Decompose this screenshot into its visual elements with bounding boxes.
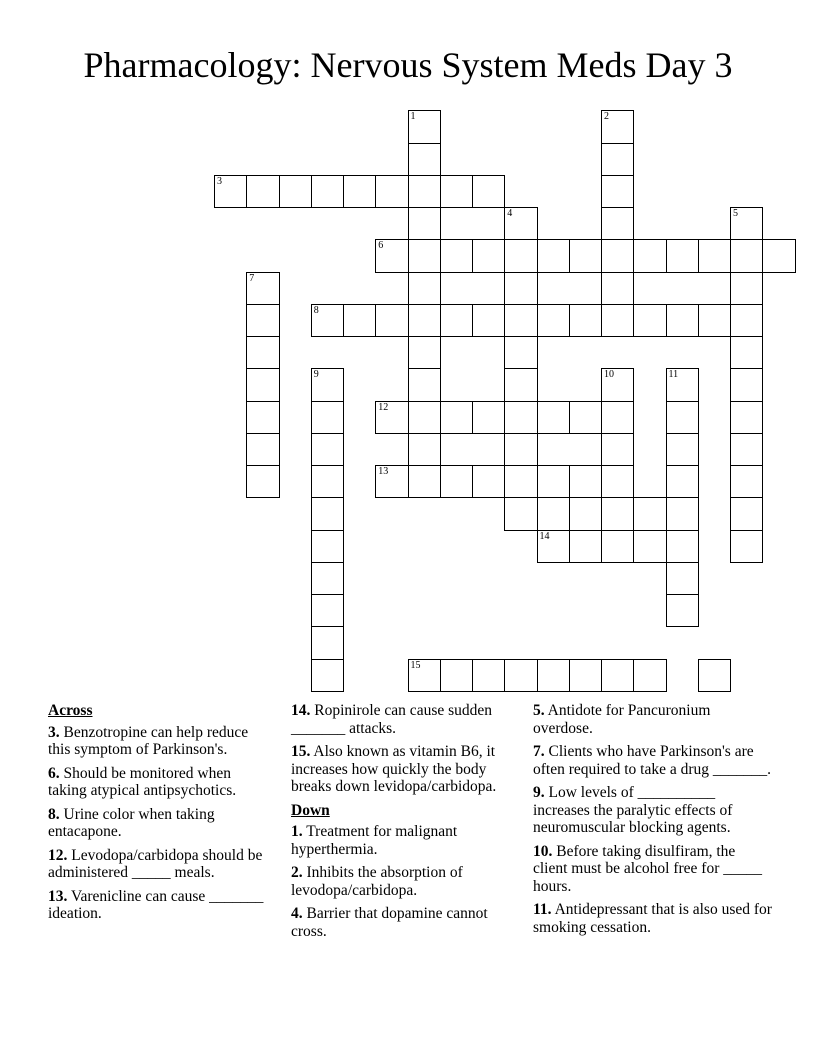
grid-cell[interactable] [666,497,699,530]
grid-cell[interactable] [408,110,441,143]
grid-cell[interactable] [311,433,344,466]
grid-cell[interactable] [311,626,344,659]
clue-number: 1 [410,111,416,123]
grid-cell[interactable] [730,336,763,369]
grid-cell[interactable] [311,304,344,337]
grid-cell[interactable] [408,207,441,240]
down-clue-2: 2. Inhibits the absorption of levodopa/carbidopa. [291,864,463,899]
grid-cell[interactable] [246,465,279,498]
grid-cell[interactable] [472,304,505,337]
clue-number: 4 [507,208,513,219]
grid-cell[interactable] [569,659,602,692]
down-clue-10: 10. Before taking disulfiram, the client must be alcohol free for _____ hours. [533,842,762,895]
grid-cell[interactable] [408,433,441,466]
grid-cell[interactable] [246,401,279,434]
grid-cell[interactable] [472,401,505,434]
grid-cell[interactable] [440,401,473,434]
grid-cell[interactable] [633,530,666,563]
clue-number: 2 [604,111,609,123]
grid-cell[interactable] [472,659,505,692]
down-clue-9: 9. Low levels of __________ increases the paralytic effects of neuromuscular blocking agents. [533,784,733,836]
grid-cell[interactable] [504,497,537,530]
grid-cell[interactable] [569,465,602,498]
clue-number: 3 [217,175,222,187]
grid-cell[interactable] [601,110,634,143]
grid-cell[interactable] [408,272,441,305]
grid-cell[interactable] [440,465,473,498]
grid-cell[interactable] [408,175,441,208]
grid-cell[interactable] [214,175,247,208]
grid-cell[interactable] [730,433,763,466]
grid-cell[interactable] [311,368,344,401]
grid-cell[interactable] [537,497,570,530]
grid-cell[interactable] [472,239,505,272]
grid-cell[interactable] [504,659,537,692]
grid-cell[interactable] [311,175,344,208]
grid-cell[interactable] [601,304,634,337]
grid-cell[interactable] [343,175,376,208]
grid-cell[interactable] [472,175,505,208]
grid-cell[interactable] [311,530,344,563]
grid-cell[interactable] [343,304,376,337]
grid-cell[interactable] [569,304,602,337]
across-clue-12: 12. Levodopa/carbidopa should be administered _____ meals. [48,846,263,881]
grid-cell[interactable] [666,239,699,272]
grid-cell[interactable] [504,239,537,272]
across-clue-13: 13. Varenicline can cause _______ ideation. [48,887,264,922]
grid-cell[interactable] [730,530,763,563]
grid-cell[interactable] [601,433,634,466]
grid-cell[interactable] [375,465,408,498]
grid-cell[interactable] [311,562,344,595]
grid-cell[interactable] [601,143,634,176]
down-clue-7: 7. Clients who have Parkinson's are often required to take a drug _______. [533,743,772,778]
down-header: Down [291,801,330,819]
grid-cell[interactable] [569,401,602,434]
grid-cell[interactable] [537,659,570,692]
down-clue-1: 1. Treatment for malignant hyperthermia. [291,823,458,858]
grid-cell[interactable] [408,465,441,498]
grid-cell[interactable] [504,336,537,369]
grid-cell[interactable] [633,659,666,692]
grid-cell[interactable] [504,272,537,305]
grid-cell[interactable] [408,143,441,176]
clues-column-1 [48,702,273,929]
grid-cell[interactable] [408,304,441,337]
grid-cell[interactable] [246,175,279,208]
clue-number: 10 [604,369,614,381]
grid-cell[interactable] [730,304,763,337]
grid-cell[interactable] [698,304,731,337]
grid-cell[interactable] [730,401,763,434]
grid-cell[interactable] [730,465,763,498]
grid-cell[interactable] [472,465,505,498]
down-clue-11: 11. Antidepressant that is also used for smoking cessation. [533,901,772,936]
grid-cell[interactable] [601,497,634,530]
grid-cell[interactable] [279,175,312,208]
grid-cell[interactable] [311,465,344,498]
grid-cell[interactable] [730,368,763,401]
grid-cell[interactable] [246,304,279,337]
grid-cell[interactable] [730,272,763,305]
clue-number: 12 [378,401,389,413]
grid-cell[interactable] [375,304,408,337]
grid-cell[interactable] [440,239,473,272]
grid-cell[interactable] [408,239,441,272]
clues-column-3 [533,702,773,942]
grid-cell[interactable] [504,433,537,466]
clue-number: 5 [733,208,738,219]
grid-cell[interactable] [375,239,408,272]
grid-cell[interactable] [601,659,634,692]
across-header: Across [48,702,93,719]
grid-cell[interactable] [311,594,344,627]
grid-cell[interactable] [440,304,473,337]
clue-number: 7 [249,272,255,284]
grid-cell[interactable] [666,433,699,466]
grid-cell[interactable] [601,465,634,498]
grid-cell[interactable] [569,530,602,563]
grid-cell[interactable] [408,659,441,692]
grid-cell[interactable] [504,368,537,401]
grid-cell[interactable] [633,239,666,272]
grid-cell[interactable] [666,530,699,563]
grid-cell[interactable] [440,659,473,692]
clue-number: 6 [378,240,384,252]
grid-cell[interactable] [633,497,666,530]
grid-cell[interactable] [311,659,344,692]
grid-cell[interactable] [730,497,763,530]
grid-cell[interactable] [408,368,441,401]
down-clue-5: 5. Antidote for Pancuronium overdose. [533,702,711,737]
grid-cell[interactable] [730,239,763,272]
grid-cell[interactable] [601,239,634,272]
grid-cell[interactable] [666,304,699,337]
grid-cell[interactable] [601,272,634,305]
grid-cell[interactable] [537,530,570,563]
grid-cell[interactable] [537,239,570,272]
clue-number: 15 [410,659,421,671]
down-clue-4: 4. Barrier that dopamine cannot cross. [291,905,488,940]
grid-cell[interactable] [698,659,731,692]
grid-cell[interactable] [246,336,279,369]
grid-cell[interactable] [601,401,634,434]
across-clue-8: 8. Urine color when taking entacapone. [48,805,215,840]
grid-cell[interactable] [504,465,537,498]
grid-cell[interactable] [666,465,699,498]
grid-cell[interactable] [504,401,537,434]
grid-cell[interactable] [666,401,699,434]
grid-cell[interactable] [375,401,408,434]
grid-cell[interactable] [666,562,699,595]
across-clue-15: 15. Also known as vitamin B6, it increases how quickly the body breaks down levidopa/carbidopa. [291,743,497,795]
grid-cell[interactable] [375,175,408,208]
grid-cell[interactable] [601,175,634,208]
clues-column-2 [291,702,523,946]
clue-number: 13 [378,466,389,477]
grid-cell[interactable] [633,304,666,337]
grid-cell[interactable] [762,239,795,272]
grid-cell[interactable] [504,207,537,240]
grid-cell[interactable] [246,272,279,305]
grid-cell[interactable] [246,368,279,401]
page-title: Pharmacology: Nervous System Meds Day 3 [83,45,733,85]
grid-cell[interactable] [408,401,441,434]
grid-cell[interactable] [408,336,441,369]
across-clue-14: 14. Ropinirole can cause sudden _______ attacks. [291,702,493,737]
grid-cell[interactable] [311,497,344,530]
grid-cell[interactable] [504,304,537,337]
clue-number: 9 [313,369,319,381]
grid-cell[interactable] [666,594,699,627]
grid-cell[interactable] [440,175,473,208]
grid-cell[interactable] [698,239,731,272]
grid-cell[interactable] [537,304,570,337]
across-clue-6: 6. Should be monitored when taking atypical antipsychotics. [48,764,237,799]
grid-cell[interactable] [569,497,602,530]
grid-cell[interactable] [569,239,602,272]
grid-cell[interactable] [666,368,699,401]
clue-number: 8 [313,304,319,316]
grid-cell[interactable] [730,207,763,240]
across-clue-3: 3. Benzotropine can help reduce this symptom of Parkinson's. [48,723,249,758]
grid-cell[interactable] [601,530,634,563]
grid-cell[interactable] [537,401,570,434]
grid-cell[interactable] [601,368,634,401]
grid-cell[interactable] [246,433,279,466]
grid-cell[interactable] [601,207,634,240]
clue-number: 11 [668,369,679,381]
grid-cell[interactable] [311,401,344,434]
grid-cell[interactable] [537,465,570,498]
clue-number: 14 [539,530,550,542]
